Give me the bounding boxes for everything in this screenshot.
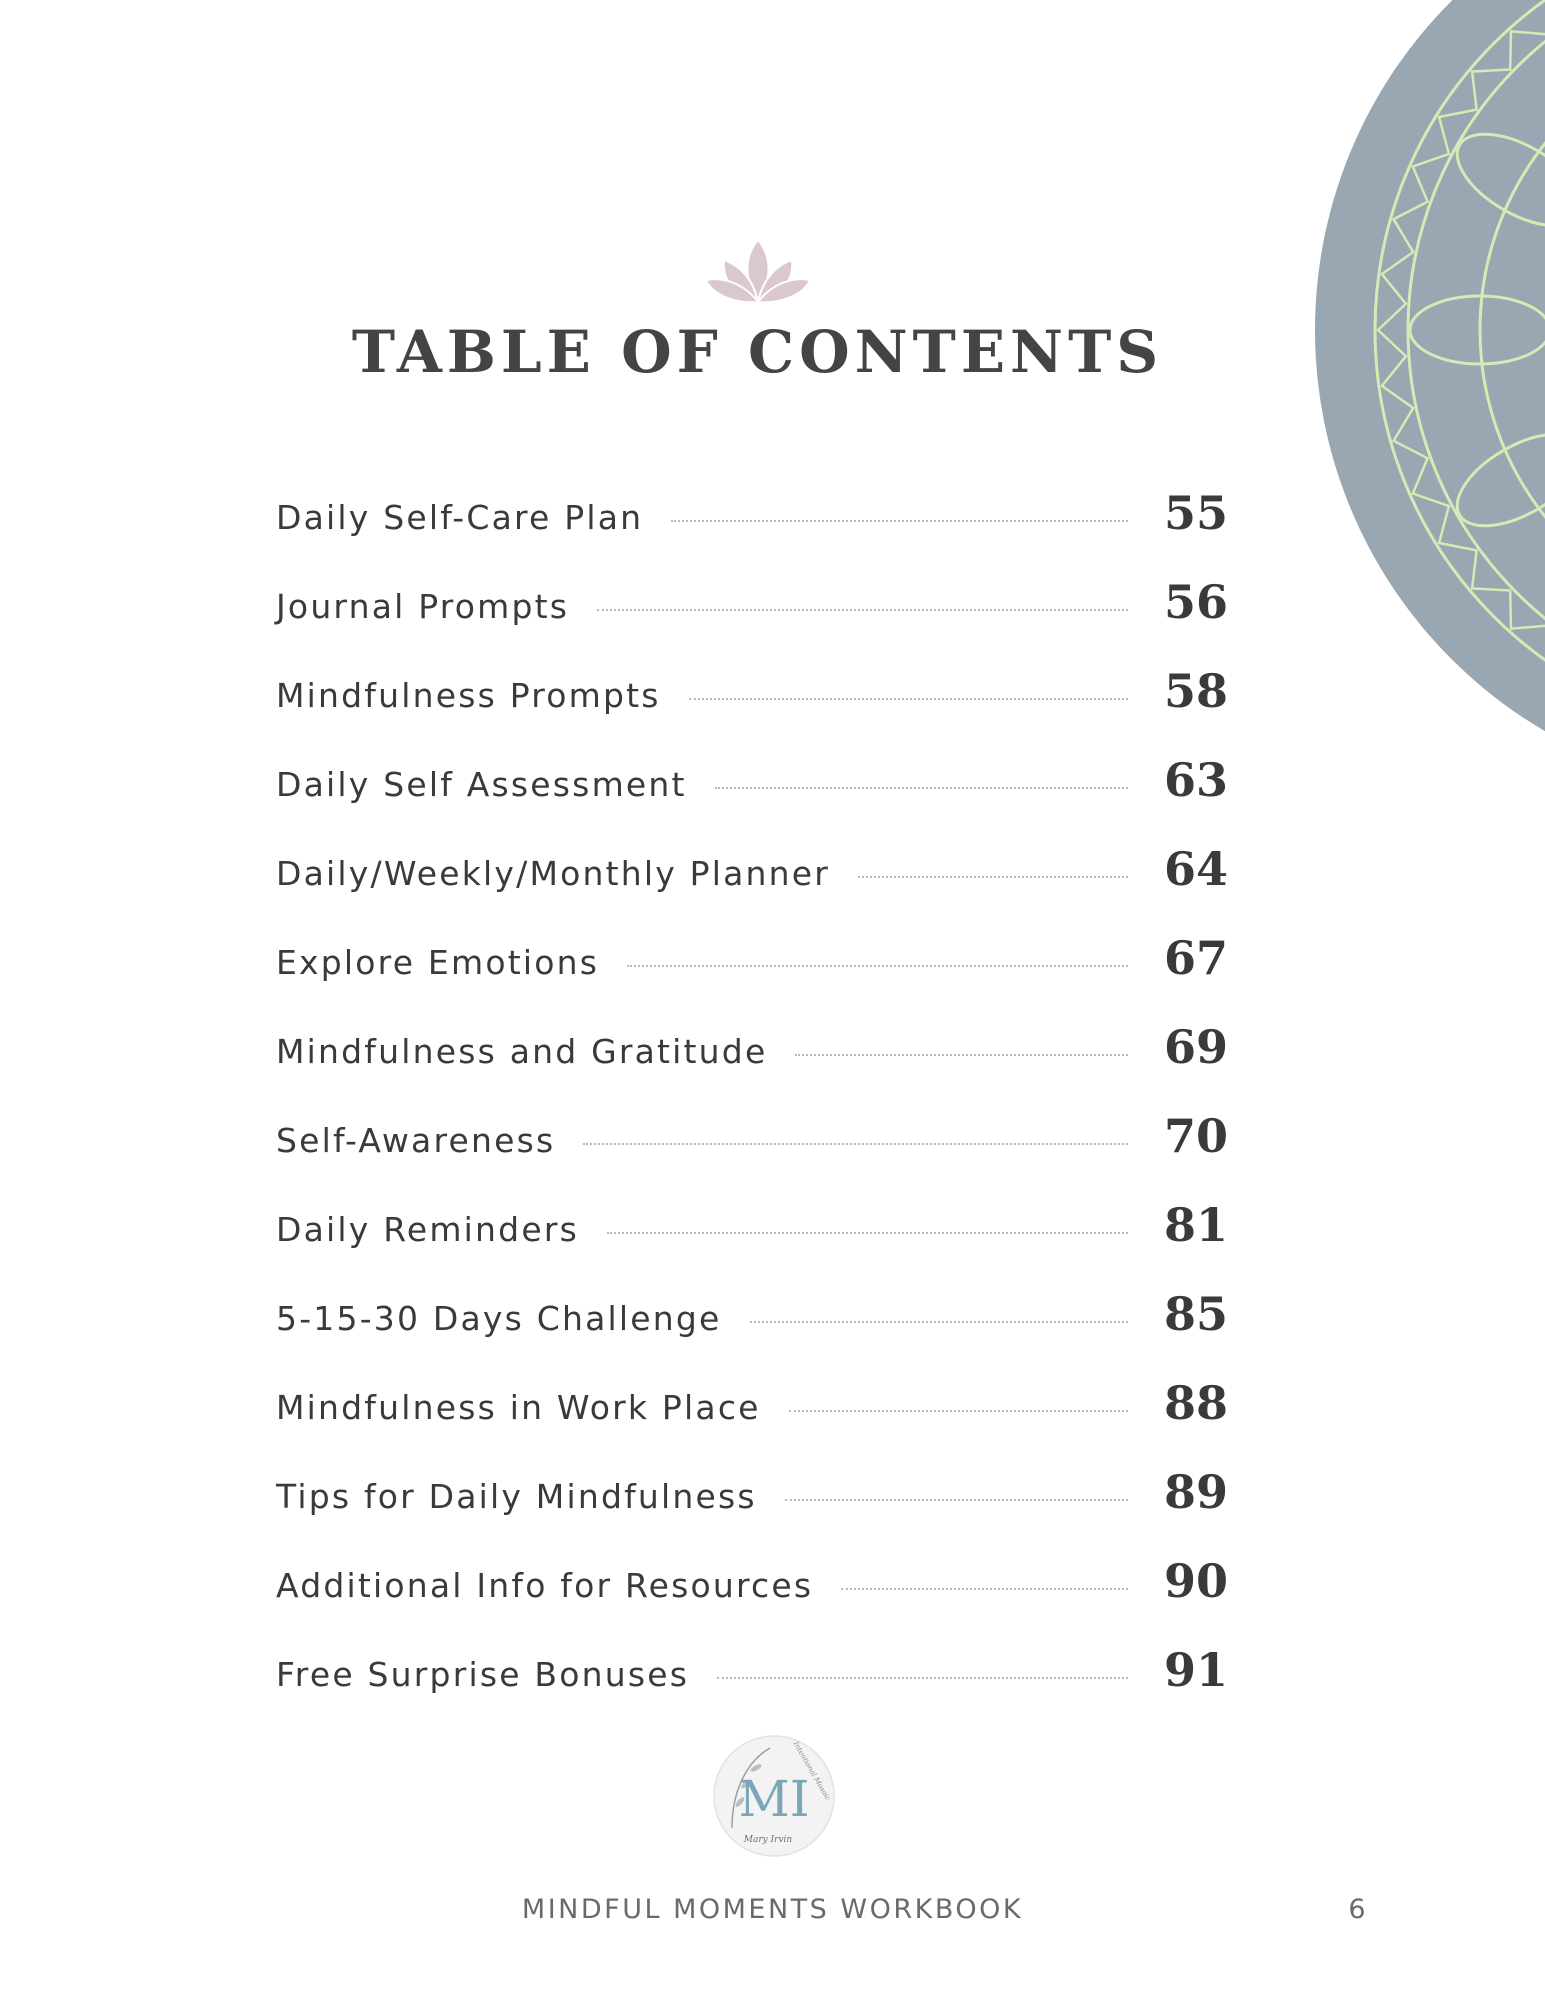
toc-dot-leader bbox=[689, 698, 1128, 700]
toc-dot-leader bbox=[583, 1143, 1128, 1145]
logo-signature: Mary Irvin bbox=[743, 1835, 793, 1845]
toc-entry[interactable] bbox=[276, 1538, 1236, 1627]
toc-entry-label: Additional Info for Resources bbox=[276, 1566, 814, 1605]
toc-entry-label: Self-Awareness bbox=[276, 1121, 556, 1160]
toc-entry-page: 89 bbox=[1163, 1465, 1228, 1519]
toc-entry[interactable] bbox=[276, 470, 1236, 559]
toc-entry[interactable] bbox=[276, 559, 1236, 648]
footer-page-number: 6 bbox=[1348, 1894, 1366, 1925]
toc-entry-label: Mindfulness Prompts bbox=[276, 676, 661, 715]
toc-entry[interactable] bbox=[276, 826, 1236, 915]
toc-entry[interactable] bbox=[276, 1360, 1236, 1449]
toc-entry[interactable] bbox=[276, 915, 1236, 1004]
toc-dot-leader bbox=[858, 876, 1128, 878]
toc-entry-label: Mindfulness in Work Place bbox=[276, 1388, 761, 1427]
toc-entry-page: 90 bbox=[1163, 1554, 1228, 1608]
toc-entry-page: 67 bbox=[1163, 931, 1228, 985]
toc-dot-leader bbox=[841, 1588, 1128, 1590]
toc-entry-label: Daily Self-Care Plan bbox=[276, 498, 644, 537]
toc-dot-leader bbox=[795, 1054, 1128, 1056]
toc-dot-leader bbox=[750, 1321, 1128, 1323]
toc-entry-page: 81 bbox=[1163, 1198, 1228, 1252]
toc-dot-leader bbox=[715, 787, 1128, 789]
toc-entry-label: Mindfulness and Gratitude bbox=[276, 1032, 768, 1071]
toc-entry-page: 56 bbox=[1163, 575, 1228, 629]
toc-entry-page: 58 bbox=[1163, 664, 1228, 718]
toc-entry-page: 55 bbox=[1163, 486, 1228, 540]
toc-list bbox=[276, 470, 1236, 1716]
toc-entry-label: Daily Self Assessment bbox=[276, 765, 687, 804]
toc-entry-label: 5-15-30 Days Challenge bbox=[276, 1299, 722, 1338]
toc-dot-leader bbox=[717, 1677, 1128, 1679]
toc-entry-page: 69 bbox=[1163, 1020, 1228, 1074]
toc-entry-page: 91 bbox=[1163, 1643, 1228, 1697]
footer-title: MINDFUL MOMENTS WORKBOOK bbox=[521, 1894, 1024, 1925]
toc-dot-leader bbox=[789, 1410, 1128, 1412]
toc-entry[interactable] bbox=[276, 1004, 1236, 1093]
toc-entry-page: 70 bbox=[1163, 1109, 1228, 1163]
toc-entry[interactable] bbox=[276, 737, 1236, 826]
toc-entry[interactable] bbox=[276, 1182, 1236, 1271]
toc-entry-page: 88 bbox=[1163, 1376, 1228, 1430]
toc-entry-label: Daily/Weekly/Monthly Planner bbox=[276, 854, 831, 893]
toc-entry-page: 63 bbox=[1163, 753, 1228, 807]
toc-entry-page: 64 bbox=[1163, 842, 1228, 896]
logo-initials: MI bbox=[738, 1770, 810, 1828]
toc-dot-leader bbox=[597, 609, 1128, 611]
toc-entry[interactable] bbox=[276, 648, 1236, 737]
toc-dot-leader bbox=[671, 520, 1128, 522]
toc-entry-label: Daily Reminders bbox=[276, 1210, 579, 1249]
page-title: TABLE OF CONTENTS bbox=[351, 318, 1164, 386]
toc-entry[interactable] bbox=[276, 1093, 1236, 1182]
toc-entry-label: Journal Prompts bbox=[276, 587, 570, 626]
toc-entry[interactable] bbox=[276, 1271, 1236, 1360]
toc-dot-leader bbox=[627, 965, 1128, 967]
logo-tagline: Intentional Mosaic bbox=[791, 1740, 832, 1802]
toc-dot-leader bbox=[607, 1232, 1128, 1234]
brand-logo bbox=[710, 1732, 838, 1860]
toc-entry-label: Explore Emotions bbox=[276, 943, 600, 982]
toc-entry[interactable] bbox=[276, 1449, 1236, 1538]
lotus-icon bbox=[704, 236, 812, 308]
toc-entry-page: 85 bbox=[1163, 1287, 1228, 1341]
toc-dot-leader bbox=[785, 1499, 1128, 1501]
toc-entry[interactable] bbox=[276, 1627, 1236, 1716]
toc-entry-label: Free Surprise Bonuses bbox=[276, 1655, 690, 1694]
toc-entry-label: Tips for Daily Mindfulness bbox=[276, 1477, 757, 1516]
